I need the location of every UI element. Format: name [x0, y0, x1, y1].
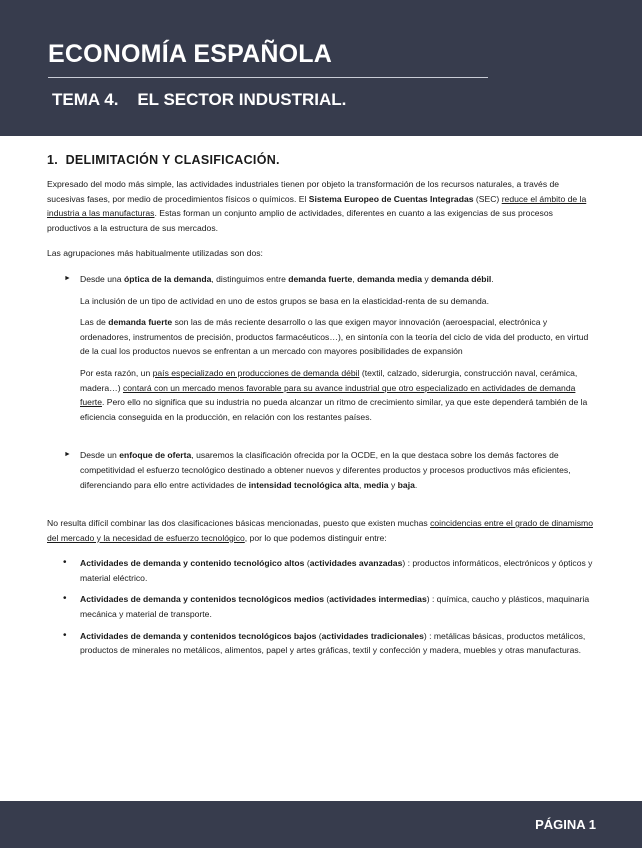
header-banner [0, 0, 642, 136]
section-title: 1. DELIMITACIÓN Y CLASIFICACIÓN. [47, 153, 280, 167]
document-subtitle: TEMA 4. EL SECTOR INDUSTRIAL. [52, 90, 347, 109]
category-item-intermediate [47, 592, 595, 621]
bullet-dot-icon: • [63, 557, 67, 569]
title-divider [48, 77, 488, 78]
category-item-advanced [47, 556, 595, 585]
category-item-traditional [47, 629, 595, 658]
combine-paragraph: No resulta difícil combinar las dos clasificaciones básicas mencionadas, puesto que existen muchas coincidencias entre el grado de dinamismo del mercado y la necesidad de esfuerzo tecnológico, por lo que podemos distinguir entre: [47, 518, 593, 543]
bullet-dot-icon: • [63, 629, 67, 641]
footer-banner [0, 801, 642, 848]
demand-elasticity-block [47, 294, 595, 309]
weak-demand-block [47, 366, 595, 424]
document-title: ECONOMÍA ESPAÑOLA [48, 40, 332, 68]
demand-elasticity-paragraph: La inclusión de un tipo de actividad en uno de estos grupos se basa en la elasticidad-renta de su demanda. [80, 295, 489, 306]
bullet-dot-icon: • [63, 593, 67, 605]
weak-demand-paragraph: Por esta razón, un país especializado en producciones de demanda débil (textil, calzado, siderurgia, construcción naval, cerámica, madera…) contará con un mercado menos favorable para su avance industrial que otro especializado en actividades de demanda fuerte. Pero ello no significa que su industria no pueda alcanzar un ritmo de crecimiento similar, ya que este dependerá también de la eficiencia conseguida en la producción, en relación con los restantes países. [80, 367, 588, 422]
page-number: PÁGINA 1 [535, 817, 596, 832]
category-paragraph: Actividades de demanda y contenido tecnológico altos (actividades avanzadas) : productos informáticos, electrónicos y ópticos y material eléctrico. [80, 558, 593, 583]
document-body [47, 153, 595, 658]
category-paragraph: Actividades de demanda y contenidos tecnológicos medios (actividades intermedias) : química, caucho y plásticos, maquinaria mecánica y material de transporte. [80, 594, 590, 620]
category-paragraph: Actividades de demanda y contenidos tecnológicos bajos (actividades tradicionales) : metálicas básicas, productos metálicos, productos de minerales no metálicos, alimentos, papel y artes gráficas, textil y confección y madera, muebles y otras manufacturas. [80, 630, 586, 656]
arrow-bullet-icon: ► [64, 274, 71, 282]
supply-item [47, 448, 595, 492]
groups-intro: Las agrupaciones más habitualmente utilizadas son dos: [47, 248, 263, 259]
supply-paragraph: Desde un enfoque de oferta, usaremos la clasificación ofrecida por la OCDE, en la que destaca sobre los demás factores de competitividad el esfuerzo tecnológico destinado a obtener nuevos y diferentes productos y procesos productivos más eficientes, diferenciando para ello entre actividades de intensidad tecnológica alta, media y baja. [80, 450, 571, 490]
demand-item [47, 272, 595, 287]
demand-paragraph: Desde una óptica de la demanda, distinguimos entre demanda fuerte, demanda media y demanda débil. [80, 273, 494, 284]
arrow-bullet-icon: ► [64, 451, 71, 459]
intro-paragraph: Expresado del modo más simple, las actividades industriales tienen por objeto la transformación de los recursos naturales, a través de sucesivas fases, por medio de procedimientos físicos o químicos. El Sistema Europeo de Cuentas Integradas (SEC) reduce el ámbito de la industria a las manufacturas. Estas forman un conjunto amplio de actividades, diferentes en cuanto a las exigencias de sus procesos productivos a la estructura de sus mercados. [47, 179, 587, 233]
strong-demand-block [47, 315, 595, 359]
strong-demand-paragraph: Las de demanda fuerte son las de más reciente desarrollo o las que exigen mayor innovación (aeroespacial, electrónica y ordenadores, instrumentos de precisión, productos farmacéuticos…), en sintonía con la teoría del ciclo de vida del producto, en virtud de la cual los productos nuevos se enfrentan a un mercado con mayores posibilidades de expansión [80, 317, 589, 357]
